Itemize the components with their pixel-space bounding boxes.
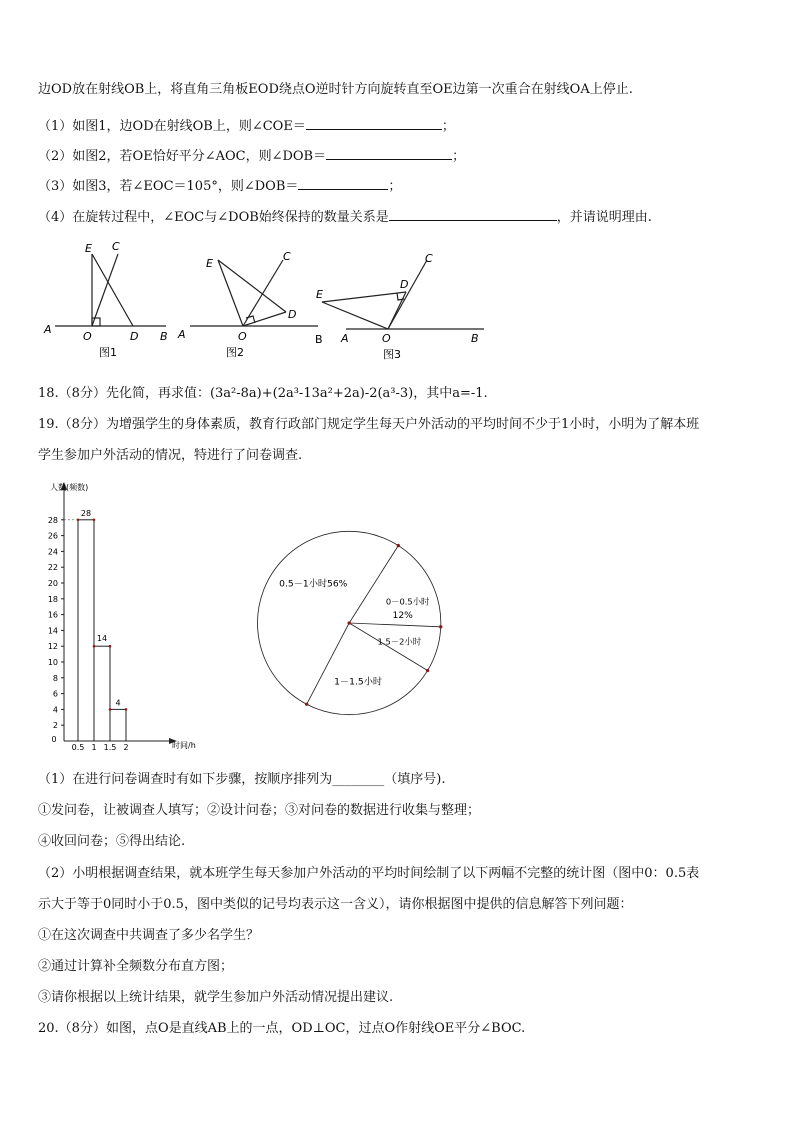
x-tick-label: 1 [91,743,97,752]
y-tick-label: 10 [47,658,58,667]
y-axis-label: 人数(频数) [50,483,89,492]
bar-data-label: 28 [80,508,92,518]
q19-s2-q1: ①在这次调查中共调查了多少名学生？ [38,928,260,943]
x-tick-label: 0.5 [71,743,85,752]
pie-boundary-point [426,669,429,672]
q19-line1: 19.（8分）为增强学生的身体素质，教育行政部门规定学生每天户外活动的平均时间不少于1小时，小明为了解本班 [38,417,700,432]
y-tick-label: 12 [47,642,58,652]
fig1-label-B: B [160,330,168,343]
fig1-label-C: C [112,240,120,253]
q19-s2-q2: ②通过计算补全频数分布直方图； [38,959,234,974]
y-tick-label: 14 [47,626,58,636]
fig1-label-E: E [85,242,92,255]
fig2-caption: 图2 [226,346,244,359]
answer-blank-1[interactable] [306,116,442,130]
fig3-label-E: E [316,288,323,301]
q19-s1-steps-b: ④收回问卷；⑤得出结论. [38,834,186,849]
bar-corner [93,519,96,522]
q17-part3: （3）如图3，若∠EOC＝105°，则∠DOB＝ ； [38,176,401,195]
q18-text: 18.（8分）先化简，再求值：(3a²-8a)+(2a³-13a²+2a)-2(a³-3)，其中a=-1. [38,386,488,401]
pie-chart [230,528,470,728]
y-tick-label: 6 [52,689,58,699]
fig2-label-D: D [288,308,297,321]
x-tick-label: 0 [51,735,57,744]
q17-part4: （4）在旋转过程中，∠EOC与∠DOB始终保持的数量关系是 ，并请说明理由. [38,207,652,226]
x-axis-label: 时间/h [172,741,196,750]
q17-part2: （2）如图2，若OE恰好平分∠AOC，则∠DOB＝ ； [38,146,465,165]
y-tick-label: 22 [47,563,58,573]
fig2-label-E: E [206,257,213,270]
fig1-label-A: A [44,323,52,336]
fig3-label-A: A [341,332,349,345]
pie-boundary-point [439,625,442,628]
y-tick-label: 28 [47,515,58,525]
fig3-label-O: O [382,332,391,345]
x-tick-label: 1.5 [103,743,117,752]
fig1-label-O: O [83,330,92,343]
q19-s1-steps-a: ①发问卷，让被调查人填写；②设计问卷；③对问卷的数据进行收集与整理； [38,803,481,818]
slice-label-0.5-1: 0.5－1小时56% [279,578,348,590]
q20-text: 20.（8分）如图，点O是直线AB上的一点，OD⊥OC，过点O作射线OE平分∠BOC. [38,1021,526,1036]
fig2-label-A: A [178,328,186,341]
bar-corner [93,645,96,648]
fig3-label-D: D [400,278,409,291]
bar-corner [109,708,112,711]
fig3-label-C: C [425,252,433,265]
q19-line2: 学生参加户外活动的情况，特进行了问卷调查. [38,448,303,463]
pie-boundary-point [305,703,308,706]
slice-label-1-1.5: 1－1.5小时 [334,676,383,688]
answer-blank-4[interactable] [389,207,557,221]
slice-label-1.5-2: 1.5－2小时 [377,636,422,647]
y-tick-label: 4 [52,705,58,715]
figure-1 [55,254,166,326]
fig1-caption: 图1 [99,346,117,359]
y-tick-label: 2 [52,721,58,731]
rotation-figures [0,232,794,362]
fig3-caption: 图3 [383,348,401,361]
y-tick-label: 18 [47,594,58,604]
pie-center [348,621,351,624]
bar-data-label: 4 [115,698,121,708]
fig2-label-O: O [238,330,247,343]
answer-blank-2[interactable] [326,146,452,160]
fig2-label-C: C [283,250,291,263]
fig1-label-D: D [130,330,139,343]
y-tick-label: 26 [47,531,58,541]
q19-s2-a: （2）小明根据调查结果，就本班学生每天参加户外活动的平均时间绘制了以下两幅不完整的统计图（图中0：0.5表 [38,866,700,881]
answer-blank-3[interactable] [298,176,388,190]
pie-boundary-point [397,544,400,547]
y-tick-label: 8 [52,673,58,683]
slice-value-0-0.5: 12% [392,610,413,621]
y-tick-label: 24 [47,547,58,557]
q19-s2-b: 示大于等于0同时小于0.5，图中类似的记号均表示这一含义），请你根据图中提供的信息解答下列问题： [38,897,633,912]
x-tick-label: 2 [123,743,129,752]
histogram-chart [0,478,220,753]
y-tick-label: 16 [47,610,58,620]
q17-part1: （1）如图1，边OD在射线OB上，则∠COE＝ ； [38,116,455,135]
q19-s2-q3: ③请你根据以上统计结果，就学生参加户外活动情况提出建议. [38,990,394,1005]
bar-corner [125,708,128,711]
fig2-label-B: B [315,333,323,346]
q19-s1: （1）在进行问卷调查时有如下步骤，按顺序排列为________（填序号). [38,772,446,787]
bar-corner [109,645,112,648]
figure-3 [322,260,484,329]
y-tick-label: 20 [47,579,58,588]
q17-intro: 边OD放在射线OB上，将直角三角板EOD绕点O逆时针方向旋转直至OE边第一次重合在射线OA上停止. [38,82,633,97]
fig3-label-B: B [471,332,479,345]
bar-data-label: 14 [96,634,108,644]
slice-label-0-0.5: 0－0.5小时 [385,596,430,607]
